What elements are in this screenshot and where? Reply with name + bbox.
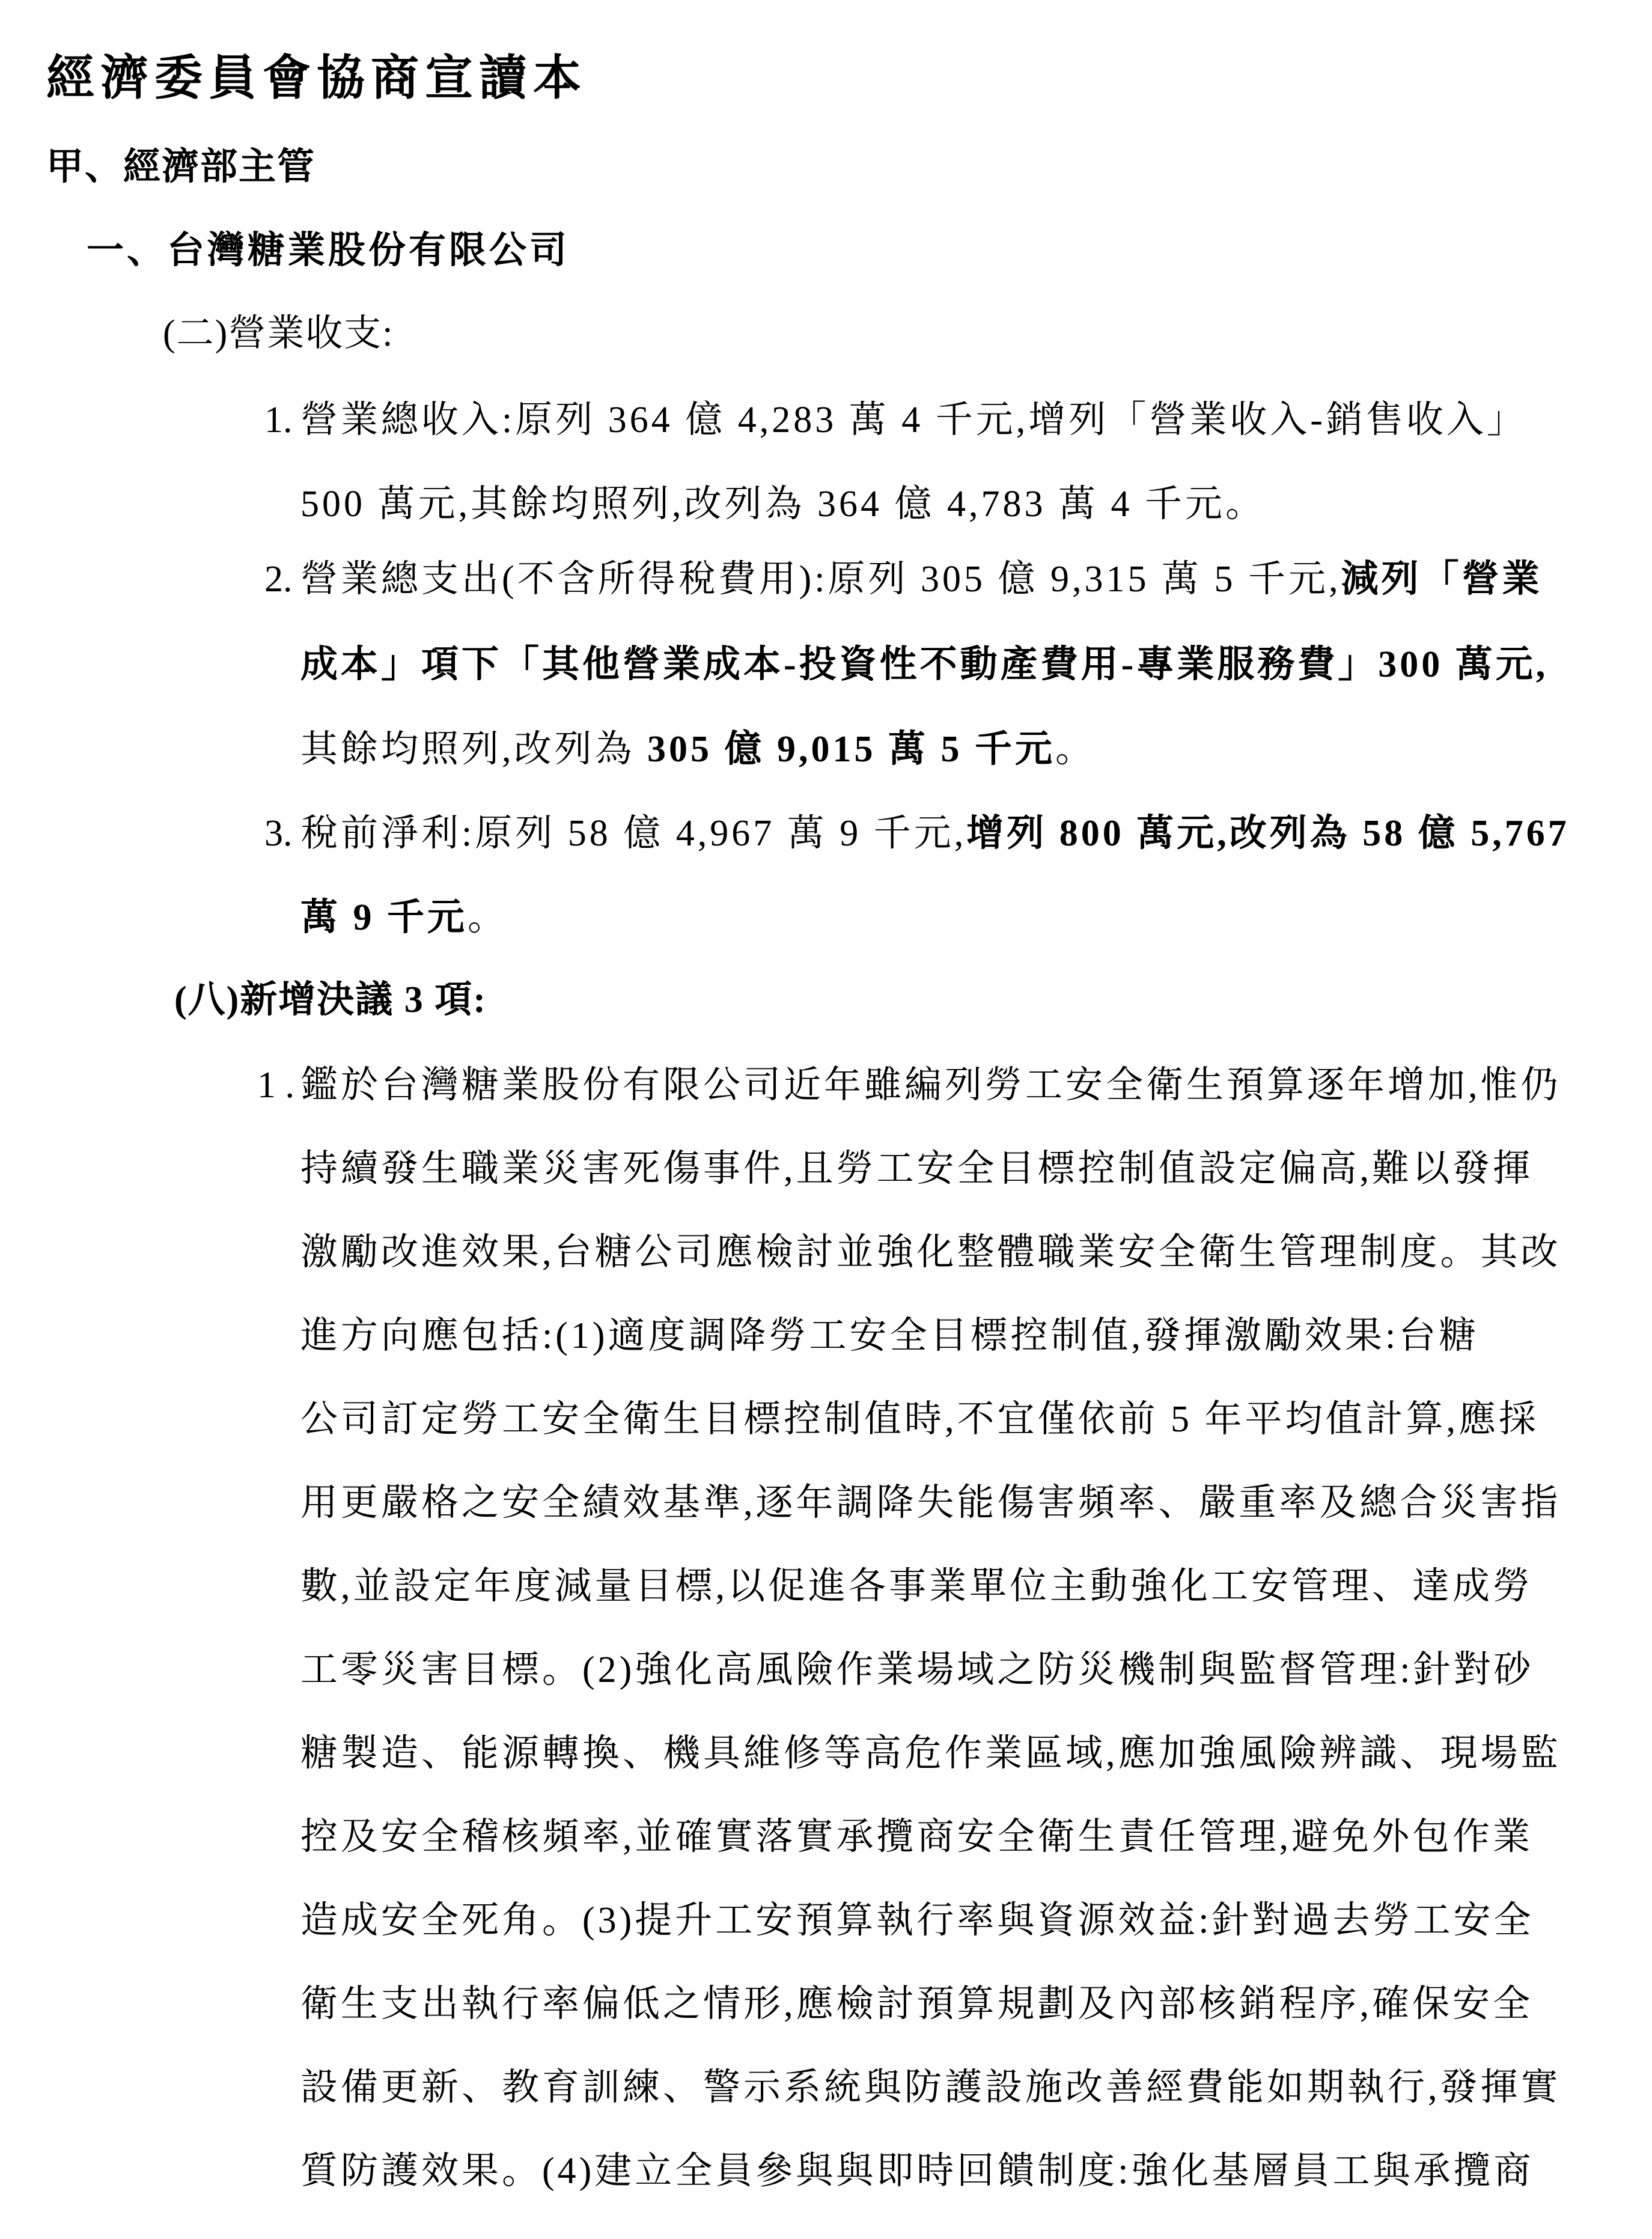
text-line bbox=[300, 2152, 1534, 2190]
heading-ministry: 甲、經濟部主管 bbox=[46, 146, 316, 187]
text-line bbox=[300, 1818, 1533, 1856]
text-line bbox=[300, 2069, 1561, 2106]
text-line bbox=[300, 646, 1548, 683]
heading-section-2: (二)營業收支: bbox=[163, 313, 394, 354]
page-title: 經濟委員會協商宣讀本 bbox=[46, 51, 587, 105]
text-segment: 305 億 9,015 萬 5 千元 bbox=[647, 729, 1056, 770]
text-line bbox=[300, 1651, 1534, 1689]
text-segment: 工零災害目標。(2)強化高風險作業場域之防災機制與監督管理:針對砂 bbox=[300, 1650, 1534, 1690]
text-segment: 激勵改進效果,台糖公司應檢討並強化整體職業安全衛生管理制度。其改 bbox=[300, 1232, 1561, 1273]
text-segment: 萬 9 千元 bbox=[300, 897, 468, 938]
text-segment: 持續發生職業災害死傷事件,且勞工安全目標控制值設定偏高,難以發揮 bbox=[300, 1148, 1534, 1189]
text-segment: 增列 800 萬元,改列為 58 億 5,767 bbox=[966, 813, 1570, 854]
text-line bbox=[300, 899, 508, 936]
text-segment: 稅前淨利:原列 58 億 4,967 萬 9 千元, bbox=[300, 813, 967, 854]
text-segment: 鑑於台灣糖業股份有限公司近年雖編列勞工安全衛生預算逐年增加,惟仍 bbox=[300, 1065, 1561, 1106]
text-line bbox=[300, 731, 1096, 768]
text-line bbox=[264, 813, 1570, 854]
heading-company: 一、台灣糖業股份有限公司 bbox=[87, 230, 570, 271]
item-number: 3. bbox=[264, 813, 293, 854]
text-segment: 。 bbox=[468, 897, 508, 938]
text-line bbox=[264, 400, 1527, 440]
text-line bbox=[257, 1065, 1561, 1106]
text-segment: 營業總收入:原列 364 億 4,283 萬 4 千元,增列「營業收入-銷售收入」 bbox=[300, 400, 1527, 440]
text-line bbox=[300, 1484, 1561, 1522]
text-segment: 衛生支出執行率偏低之情形,應檢討預算規劃及內部核銷程序,確保安全 bbox=[300, 1984, 1534, 2024]
text-segment: 。 bbox=[1055, 729, 1096, 770]
heading-section-8: (八)新增決議 3 項: bbox=[174, 979, 487, 1020]
text-segment: 營業總支出(不含所得稅費用):原列 305 億 9,315 萬 5 千元, bbox=[300, 559, 1341, 600]
text-segment: 成本」項下「其他營業成本-投資性不動產費用-專業服務費」300 萬元, bbox=[300, 644, 1549, 685]
text-segment: 公司訂定勞工安全衛生目標控制值時,不宜僅依前 5 年平均值計算,應採 bbox=[300, 1399, 1540, 1440]
text-line bbox=[300, 1317, 1479, 1354]
item-number: 1. bbox=[264, 400, 293, 440]
text-line bbox=[300, 1902, 1534, 1939]
text-segment: 用更嚴格之安全績效基準,逐年調降失能傷害頻率、嚴重率及總合災害指 bbox=[300, 1482, 1561, 1523]
text-segment: 造成安全死角。(3)提升工安預算執行率與資源效益:針對過去勞工安全 bbox=[300, 1900, 1534, 1941]
text-line bbox=[300, 1401, 1539, 1438]
text-segment: 質防護效果。(4)建立全員參與與即時回饋制度:強化基層員工與承攬商 bbox=[300, 2151, 1534, 2192]
text-line bbox=[300, 1735, 1561, 1772]
text-segment: 糖製造、能源轉換、機具維修等高危作業區域,應加強風險辨識、現場監 bbox=[300, 1733, 1561, 1774]
text-segment: 進方向應包括:(1)適度調降勞工安全目標控制值,發揮激勵效果:台糖 bbox=[300, 1315, 1480, 1356]
text-segment: 500 萬元,其餘均照列,改列為 364 億 4,783 萬 4 千元。 bbox=[300, 484, 1266, 525]
item-number: 1 . bbox=[257, 1065, 294, 1106]
text-line bbox=[300, 1150, 1533, 1187]
text-line bbox=[300, 1234, 1561, 1271]
text-line bbox=[264, 559, 1543, 600]
text-line bbox=[300, 1568, 1533, 1605]
text-segment: 其餘均照列,改列為 bbox=[300, 729, 648, 770]
item-number: 2. bbox=[264, 559, 293, 600]
text-segment: 設備更新、教育訓練、警示系統與防護設施改善經費能如期執行,發揮實 bbox=[300, 2067, 1561, 2108]
text-line bbox=[300, 486, 1266, 523]
text-segment: 減列「營業 bbox=[1341, 559, 1543, 600]
text-segment: 數,並設定年度減量目標,以促進各事業單位主動強化工安管理、達成勞 bbox=[300, 1566, 1534, 1607]
text-segment: 控及安全稽核頻率,並確實落實承攬商安全衛生責任管理,避免外包作業 bbox=[300, 1817, 1534, 1857]
text-line bbox=[300, 1985, 1533, 2023]
